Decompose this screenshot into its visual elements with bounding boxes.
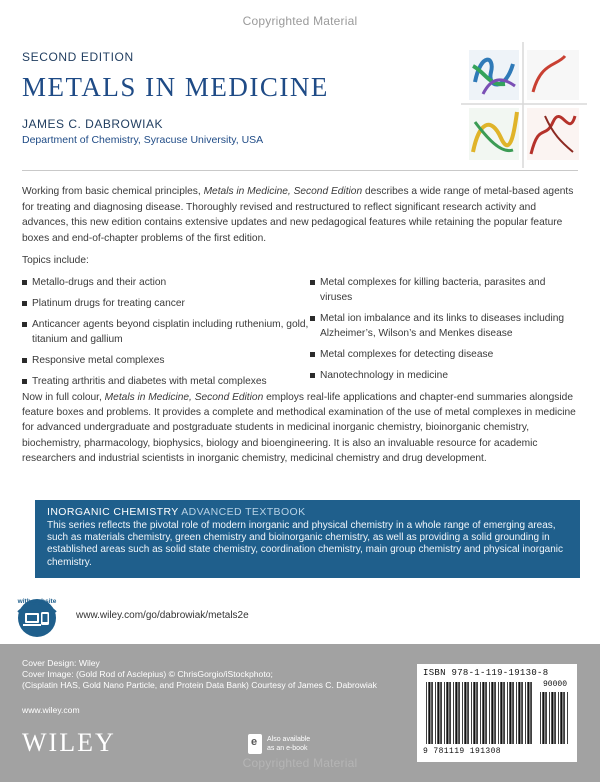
barcode-bar xyxy=(446,682,448,744)
companion-website-link[interactable]: www.wiley.com/go/dabrowiak/metals2e xyxy=(76,610,249,621)
cover-credits xyxy=(22,658,402,692)
barcode-bar xyxy=(455,682,457,744)
barcode-bar xyxy=(437,682,439,744)
intro-text-end: describes a wide range of metal-based agents for treating and diagnosing disease. Thoroughly revised and restructured to reflect significant research activity and advances, this new edition contains extensive updates and new pedagogical features while retaining the popular feature boxes and end-of-chapter problems of the first edition. xyxy=(22,186,574,244)
barcode-bar xyxy=(567,692,568,744)
series-description: This series reflects the pivotal role of modern inorganic and physical chemistry in a whole range of emerging areas, such as materials chemistry, green chemistry and bioinorganic chemistry, as well as providing a solid grounding in established areas such as solid state chemistry, coordination chemistry, main group chemistry and physical inorganic chemistry. xyxy=(47,520,563,568)
barcode-bar xyxy=(518,682,520,744)
topic-item: Metal ion imbalance and its links to diseases including Alzheimer’s, Wilson’s and Menkes disease xyxy=(310,311,578,341)
barcode-bar xyxy=(509,682,511,744)
barcode-bar xyxy=(428,682,430,744)
barcode-bar xyxy=(453,682,454,744)
barcode-bar xyxy=(549,692,550,744)
barcode-bar xyxy=(462,682,463,744)
topic-item: Treating arthritis and diabetes with metal complexes xyxy=(22,374,310,389)
barcode-bar xyxy=(560,692,562,744)
barcode-bar xyxy=(473,682,475,744)
barcode-bar xyxy=(435,682,436,744)
addon-barcode xyxy=(539,692,571,744)
topic-item: Metallo-drugs and their action xyxy=(22,275,310,290)
barcode-bar xyxy=(500,682,502,744)
barcode-bar xyxy=(540,692,541,744)
intro-text-start: Working from basic chemical principles, xyxy=(22,186,204,197)
ebook-icon xyxy=(248,734,262,754)
barcode-bar xyxy=(545,692,547,744)
topics-column-left xyxy=(22,275,310,395)
series-name: INORGANIC CHEMISTRY xyxy=(47,506,179,518)
barcode-bar xyxy=(498,682,499,744)
barcode-bar xyxy=(551,692,553,744)
edition-label: SECOND EDITION xyxy=(22,50,134,64)
barcode-bar xyxy=(458,682,460,744)
barcode-bar xyxy=(485,682,487,744)
barcode-bar xyxy=(431,682,433,744)
copyright-watermark-bottom: Copyrighted Material xyxy=(242,756,358,770)
ebook-notice xyxy=(248,734,310,754)
description-text-end: employs real-life applications and chapter-end summaries alongside feature boxes and problems. It provides a complete and methodical examination of the use of metal complexes in medicine for advanced undergraduate and postgraduate students in medicinal inorganic chemistry, bioinorganic chemistry, biochemistry, pharmacology, biophysics, biology and bioengineering. It is also an invaluable resource for academic researchers and industrial scientists in inorganic chemistry, medicinal chemistry and drug development. xyxy=(22,392,576,464)
barcode-bar xyxy=(464,682,466,744)
topic-item: Nanotechnology in medicine xyxy=(310,368,578,383)
barcode-bar xyxy=(527,682,529,744)
series-heading xyxy=(47,506,568,518)
barcode-bar xyxy=(476,682,478,744)
topic-item: Metal complexes for killing bacteria, parasites and viruses xyxy=(310,275,578,305)
barcode-bar xyxy=(482,682,484,744)
barcode-bar xyxy=(563,692,565,744)
intro-book-title: Metals in Medicine, Second Edition xyxy=(203,186,363,197)
isbn-barcode xyxy=(425,682,533,744)
topics-heading: Topics include: xyxy=(22,255,89,266)
barcode-bar xyxy=(516,682,517,744)
barcode-bar xyxy=(521,682,523,744)
price-addon-number: 90000 xyxy=(543,680,568,689)
isbn-barcode-box xyxy=(417,664,577,762)
barcode-bar xyxy=(426,682,427,744)
topic-item: Anticancer agents beyond cisplatin including ruthenium, gold, titanium and gallium xyxy=(22,317,310,347)
barcode-bar xyxy=(480,682,481,744)
barcode-bar xyxy=(489,682,490,744)
topic-item: Metal complexes for detecting disease xyxy=(310,347,578,362)
header-divider xyxy=(22,170,578,171)
barcode-bar xyxy=(467,682,469,744)
description-paragraph xyxy=(22,390,578,466)
publisher-website-link[interactable]: www.wiley.com xyxy=(22,705,80,715)
barcode-bar xyxy=(503,682,505,744)
cover-design-credit: Cover Design: Wiley xyxy=(22,658,100,668)
barcode-bar xyxy=(491,682,493,744)
ebook-line-2: as an e-book xyxy=(267,745,308,752)
barcode-bar xyxy=(542,692,544,744)
barcode-bar xyxy=(558,692,559,744)
cover-image-credit-2: (Cisplatin HAS, Gold Nano Particle, and Protein Data Bank) Courtesy of James C. Dabrowiak xyxy=(22,680,377,691)
series-band xyxy=(35,500,580,578)
barcode-bar xyxy=(554,692,556,744)
description-text-start: Now in full colour, xyxy=(22,392,105,403)
ebook-line-1: Also available xyxy=(267,736,311,743)
book-title: METALS IN MEDICINE xyxy=(22,72,329,102)
barcode-bar xyxy=(530,682,532,744)
website-badge-label: with website xyxy=(17,598,57,605)
barcode-bar xyxy=(512,682,514,744)
book-header xyxy=(22,50,452,146)
barcode-bar xyxy=(440,682,442,744)
barcode-bar xyxy=(494,682,496,744)
barcode-bar xyxy=(507,682,508,744)
publisher-logo: WILEY xyxy=(22,728,116,757)
topics-column-right xyxy=(310,275,578,395)
topic-item: Responsive metal complexes xyxy=(22,353,310,368)
cover-art-image xyxy=(461,42,587,168)
copyright-watermark: Copyrighted Material xyxy=(242,14,358,28)
barcode-bar xyxy=(525,682,526,744)
author-affiliation: Department of Chemistry, Syracuse University, USA xyxy=(22,134,264,146)
author-name: JAMES C. DABROWIAK xyxy=(22,117,164,131)
barcode-bar xyxy=(444,682,445,744)
barcode-bar xyxy=(471,682,472,744)
barcode-digits: 9 781119 191308 xyxy=(423,747,502,756)
topic-item: Platinum drugs for treating cancer xyxy=(22,296,310,311)
barcode-bar xyxy=(449,682,451,744)
cover-image-credit: Cover Image: (Gold Rod of Asclepius) © ChrisGorgio/iStockphoto; xyxy=(22,669,273,680)
isbn-number: ISBN 978-1-119-19130-8 xyxy=(423,668,549,678)
website-badge-icon xyxy=(12,594,62,638)
description-book-title: Metals in Medicine, Second Edition xyxy=(104,392,264,403)
topics-list xyxy=(22,275,578,395)
series-subname: ADVANCED TEXTBOOK xyxy=(178,506,306,518)
ebook-text xyxy=(267,735,310,753)
intro-paragraph xyxy=(22,184,578,246)
